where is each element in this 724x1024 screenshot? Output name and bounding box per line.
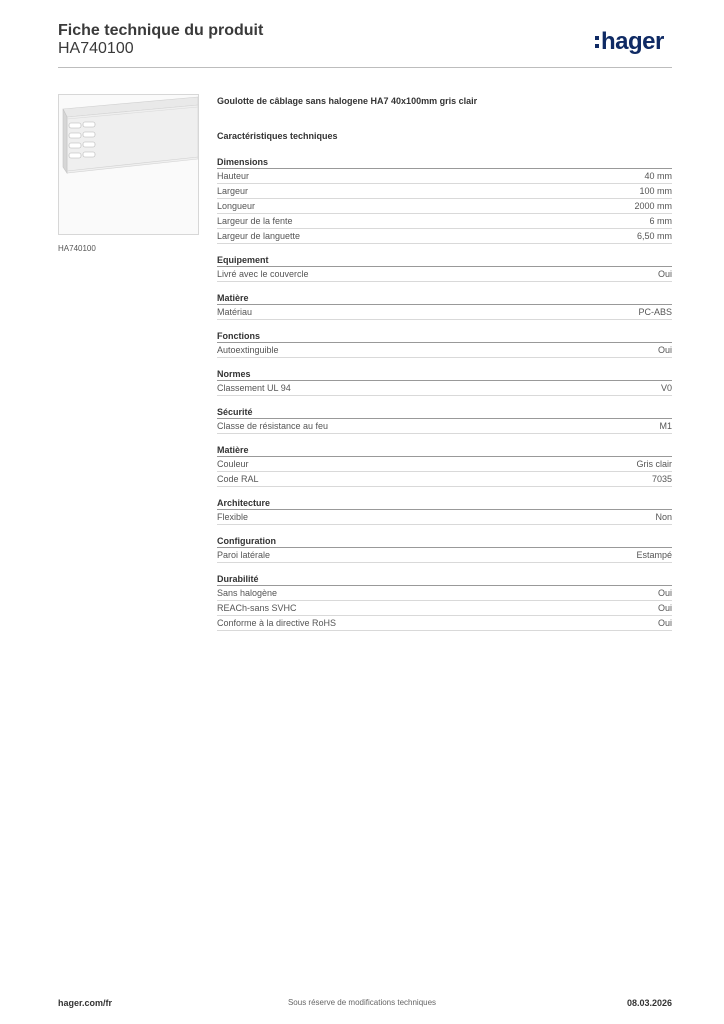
spec-value: Oui xyxy=(657,345,672,355)
spec-label: REACh-sans SVHC xyxy=(217,603,297,613)
spec-section xyxy=(217,573,672,631)
header-divider xyxy=(58,67,672,68)
spec-value: 7035 xyxy=(651,474,672,484)
spec-value: Oui xyxy=(657,269,672,279)
spec-value: PC-ABS xyxy=(638,307,672,317)
spec-label: Autoextinguible xyxy=(217,345,279,355)
section-title: Sécurité xyxy=(217,406,672,419)
section-title: Equipement xyxy=(217,254,672,267)
section-title: Durabilité xyxy=(217,573,672,586)
spec-row xyxy=(217,343,672,358)
section-title: Matière xyxy=(217,292,672,305)
footer-website: hager.com/fr xyxy=(58,998,113,1008)
spec-value: Oui xyxy=(657,603,672,613)
section-title: Fonctions xyxy=(217,330,672,343)
spec-row xyxy=(217,229,672,244)
section-title: Matière xyxy=(217,444,672,457)
spec-row xyxy=(217,586,672,601)
spec-row xyxy=(217,548,672,563)
spec-label: Couleur xyxy=(217,459,249,469)
section-title: Normes xyxy=(217,368,672,381)
page-title: Fiche technique du produit xyxy=(58,22,264,39)
spec-label: Conforme à la directive RoHS xyxy=(217,618,337,628)
spec-value: 40 mm xyxy=(644,171,672,181)
section-title: Architecture xyxy=(217,497,672,510)
spec-row xyxy=(217,169,672,184)
spec-label: Classe de résistance au feu xyxy=(217,421,329,431)
spec-value: Gris clair xyxy=(636,459,672,469)
spec-label: Sans halogène xyxy=(217,588,278,598)
logo-dots-icon xyxy=(595,34,599,50)
spec-row xyxy=(217,267,672,282)
logo-text: hager xyxy=(601,28,664,55)
product-image xyxy=(58,94,199,235)
product-name: Goulotte de câblage sans halogene HA7 40x100mm gris clair xyxy=(217,96,478,106)
spec-row xyxy=(217,184,672,199)
section-title: Configuration xyxy=(217,535,672,548)
cable-duct-illustration-icon xyxy=(59,95,198,234)
spec-section xyxy=(217,330,672,358)
spec-section xyxy=(217,444,672,487)
spec-value: M1 xyxy=(659,421,672,431)
spec-label: Largeur xyxy=(217,186,249,196)
product-code: HA740100 xyxy=(58,40,134,57)
spec-label: Code RAL xyxy=(217,474,259,484)
spec-value: 2000 mm xyxy=(634,201,672,211)
spec-value: 6 mm xyxy=(649,216,672,226)
spec-label: Flexible xyxy=(217,512,249,522)
spec-value: Oui xyxy=(657,588,672,598)
spec-section xyxy=(217,497,672,525)
spec-label: Classement UL 94 xyxy=(217,383,291,393)
spec-value: Estampé xyxy=(636,550,672,560)
spec-label: Hauteur xyxy=(217,171,250,181)
spec-row xyxy=(217,601,672,616)
spec-section xyxy=(217,535,672,563)
section-title: Dimensions xyxy=(217,156,672,169)
spec-label: Livré avec le couvercle xyxy=(217,269,309,279)
specs-heading: Caractéristiques techniques xyxy=(217,131,338,141)
spec-value: Oui xyxy=(657,618,672,628)
spec-value: V0 xyxy=(660,383,672,393)
footer-disclaimer: Sous réserve de modifications techniques xyxy=(287,998,437,1007)
spec-value: 6,50 mm xyxy=(636,231,672,241)
spec-row xyxy=(217,199,672,214)
specs-table xyxy=(217,156,672,641)
spec-section xyxy=(217,156,672,244)
image-caption: HA740100 xyxy=(58,244,96,253)
spec-label: Longueur xyxy=(217,201,256,211)
footer-date: 08.03.2026 xyxy=(626,998,672,1008)
spec-row xyxy=(217,419,672,434)
spec-label: Largeur de languette xyxy=(217,231,301,241)
spec-value: Non xyxy=(655,512,672,522)
spec-row xyxy=(217,457,672,472)
spec-section xyxy=(217,368,672,396)
spec-section xyxy=(217,406,672,434)
spec-label: Matériau xyxy=(217,307,253,317)
spec-row xyxy=(217,214,672,229)
spec-row xyxy=(217,616,672,631)
hager-logo xyxy=(595,27,664,57)
spec-row xyxy=(217,305,672,320)
spec-value: 100 mm xyxy=(639,186,672,196)
spec-label: Paroi latérale xyxy=(217,550,271,560)
spec-section xyxy=(217,292,672,320)
spec-row xyxy=(217,472,672,487)
spec-row xyxy=(217,510,672,525)
spec-row xyxy=(217,381,672,396)
spec-section xyxy=(217,254,672,282)
spec-label: Largeur de la fente xyxy=(217,216,293,226)
